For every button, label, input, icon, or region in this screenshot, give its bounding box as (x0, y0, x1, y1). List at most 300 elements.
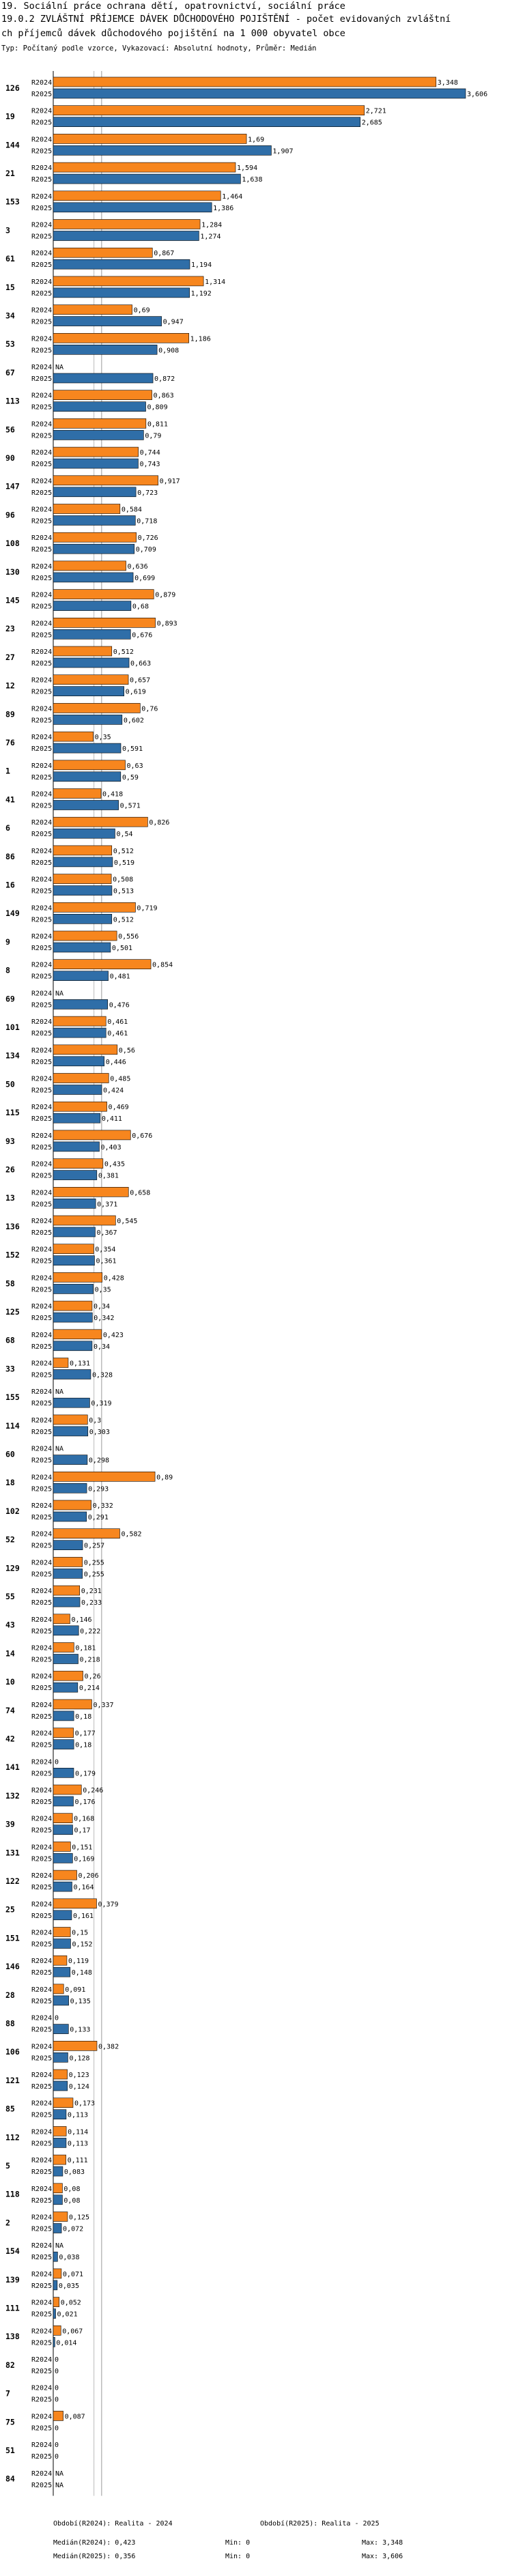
bar-r2025 (53, 1711, 74, 1721)
bar-r2024 (53, 1870, 77, 1880)
series-label: R2025 (31, 1969, 53, 1977)
category-label: 101 (5, 1022, 20, 1032)
series-label: R2025 (31, 1884, 53, 1892)
series-label: R2024 (31, 1104, 53, 1112)
category-label: 149 (5, 908, 20, 919)
bar-r2025 (53, 2224, 61, 2233)
data-label: 1,594 (236, 164, 258, 173)
data-label: 0,176 (74, 1799, 96, 1806)
category-label: 118 (5, 2189, 20, 2199)
bar-r2025 (53, 117, 360, 127)
data-label: 0,676 (132, 1132, 153, 1140)
bar-r2024 (53, 134, 246, 143)
data-label: 0,222 (80, 1627, 101, 1635)
data-label: NA (55, 1388, 64, 1397)
bar-r2024 (53, 618, 156, 627)
series-label: R2024 (31, 306, 53, 315)
category-label: 60 (5, 1449, 15, 1459)
category-label: 61 (5, 254, 15, 264)
category-label: 146 (5, 1962, 20, 1972)
bar-r2025 (53, 687, 124, 696)
series-label: R2024 (31, 364, 53, 371)
data-label: 0,177 (74, 1730, 96, 1738)
data-label: 0,811 (147, 420, 168, 429)
data-label: 0,371 (97, 1201, 118, 1209)
bar-r2025 (53, 1740, 74, 1749)
category-label: 68 (5, 1335, 15, 1345)
data-label: 3,606 (467, 91, 488, 98)
bar-r2024 (53, 1984, 63, 1994)
series-label: R2025 (31, 261, 53, 270)
bar-r2025 (53, 89, 466, 98)
footer-max-r2024: Max: 3,348 (362, 2539, 403, 2547)
category-label: 43 (5, 1620, 15, 1630)
category-label: 8 (5, 965, 10, 975)
bar-r2025 (53, 317, 162, 326)
series-label: R2025 (31, 233, 53, 241)
data-label: 0,826 (149, 819, 170, 827)
data-label: 0,067 (62, 2328, 83, 2336)
data-label: 0,303 (89, 1428, 110, 1436)
data-label: 0,164 (73, 1884, 94, 1892)
series-label: R2024 (31, 1844, 53, 1852)
series-label: R2025 (31, 2310, 53, 2319)
category-label: 102 (5, 1506, 20, 1516)
series-label: R2025 (31, 973, 53, 981)
bar-r2024 (53, 1244, 94, 1254)
data-label: 0,113 (67, 2111, 89, 2119)
bar-r2024 (53, 2212, 68, 2222)
bar-r2025 (53, 459, 138, 468)
category-label: 132 (5, 1790, 20, 1801)
data-label: 0,636 (127, 562, 148, 571)
data-label: 0,59 (122, 773, 139, 782)
series-label: R2024 (31, 2128, 53, 2136)
bar-r2025 (53, 2252, 57, 2261)
series-label: R2025 (31, 1371, 53, 1379)
bar-r2025 (53, 2052, 68, 2062)
series-label: R2024 (31, 506, 53, 514)
series-label: R2025 (31, 2083, 53, 2091)
series-label: R2024 (31, 933, 53, 941)
category-label: 5 (5, 2160, 10, 2171)
bar-r2025 (53, 1512, 87, 1521)
bar-r2025 (53, 259, 190, 269)
series-label: R2024 (31, 2270, 53, 2278)
data-label: 0,128 (69, 2055, 90, 2063)
series-label: R2025 (31, 717, 53, 725)
data-label: 0,038 (59, 2254, 80, 2262)
series-label: R2024 (31, 762, 53, 770)
data-label: 0,151 (72, 1844, 93, 1852)
data-label: 0 (55, 2424, 59, 2433)
data-label: 1,314 (205, 278, 226, 286)
series-label: R2024 (31, 705, 53, 713)
bar-r2025 (53, 857, 113, 867)
data-label: 0,854 (152, 961, 173, 969)
category-label: 16 (5, 880, 15, 890)
series-label: R2025 (31, 1030, 53, 1038)
category-label: 85 (5, 2104, 15, 2114)
series-label: R2024 (31, 961, 53, 969)
bar-r2025 (53, 1455, 87, 1465)
data-label: 1,186 (190, 335, 211, 343)
data-label: 0,233 (81, 1599, 102, 1607)
data-label: 0,337 (93, 1701, 114, 1709)
bar-r2025 (53, 801, 119, 810)
bar-r2024 (53, 902, 135, 912)
bar-r2024 (53, 1956, 67, 1965)
data-label: 0,68 (132, 603, 149, 611)
category-label: 155 (5, 1392, 20, 1403)
series-label: R2025 (31, 1713, 53, 1721)
series-label: R2024 (31, 192, 53, 201)
bar-r2025 (53, 2195, 62, 2205)
data-label: 0 (55, 2368, 59, 2375)
series-label: R2024 (31, 250, 53, 258)
data-label: 0,411 (101, 1115, 122, 1124)
bar-r2025 (53, 1427, 88, 1436)
data-label: 1,69 (248, 136, 265, 144)
data-label: 1,274 (200, 233, 221, 241)
data-label: 0,403 (100, 1143, 122, 1151)
bar-r2025 (53, 288, 190, 298)
footer-min-r2025: Min: 0 (225, 2553, 251, 2560)
series-label: R2024 (31, 676, 53, 685)
bar-r2024 (53, 1045, 117, 1055)
category-label: 2 (5, 2218, 10, 2228)
category-label: 23 (5, 624, 15, 634)
bar-r2024 (53, 1074, 109, 1083)
series-label: R2024 (31, 2242, 53, 2250)
bar-r2024 (53, 2041, 97, 2050)
series-label: R2025 (31, 887, 53, 896)
bar-r2025 (53, 544, 134, 554)
series-label: R2024 (31, 1986, 53, 1994)
bar-r2025 (53, 1256, 94, 1265)
data-label: 0 (55, 2442, 59, 2450)
bar-r2024 (53, 960, 151, 969)
chart-title-line-3: ch příjemců dávek důchodového pojištění na 1 000 obyvatel obce (1, 28, 345, 39)
series-label: R2024 (31, 534, 53, 543)
series-label: R2024 (31, 1218, 53, 1225)
series-label: R2025 (31, 1741, 53, 1749)
bar-r2025 (53, 886, 112, 896)
bar-r2025 (53, 2081, 68, 2091)
series-label: R2025 (31, 1685, 53, 1693)
category-label: 93 (5, 1136, 15, 1146)
category-label: 144 (5, 140, 20, 150)
bar-r2024 (53, 561, 126, 571)
series-label: R2024 (31, 221, 53, 229)
data-label: 0,743 (139, 461, 160, 469)
series-label: R2025 (31, 603, 53, 611)
category-label: 121 (5, 2075, 20, 2085)
series-label: R2025 (31, 1257, 53, 1265)
data-label: 0,114 (68, 2128, 89, 2136)
bar-r2025 (53, 1910, 72, 1920)
category-label: 12 (5, 681, 15, 691)
bar-r2024 (53, 1159, 103, 1169)
data-label: 0,35 (94, 1286, 111, 1294)
series-label: R2025 (31, 2254, 53, 2262)
data-label: 0,34 (93, 1303, 111, 1311)
data-label: 0,169 (74, 1855, 95, 1863)
category-label: 112 (5, 2132, 20, 2143)
data-label: 0 (55, 2014, 59, 2022)
series-label: R2025 (31, 375, 53, 383)
bar-r2025 (53, 1284, 94, 1293)
bar-r2024 (53, 1358, 68, 1368)
data-label: 0,18 (75, 1713, 92, 1721)
series-label: R2024 (31, 477, 53, 485)
bar-r2025 (53, 1199, 96, 1208)
data-label: 0,34 (93, 1343, 111, 1351)
data-label: 0,676 (132, 631, 153, 640)
series-label: R2024 (31, 136, 53, 144)
category-label: 53 (5, 339, 15, 349)
series-label: R2024 (31, 449, 53, 457)
bar-r2025 (53, 743, 121, 753)
data-label: 0,083 (63, 2169, 85, 2177)
series-label: R2024 (31, 1929, 53, 1937)
bar-r2025 (53, 1227, 95, 1237)
category-label: 88 (5, 2018, 15, 2029)
category-label: 76 (5, 737, 15, 747)
series-label: R2025 (31, 1201, 53, 1209)
series-label: R2024 (31, 1502, 53, 1510)
bar-r2025 (53, 914, 112, 924)
series-label: R2024 (31, 2356, 53, 2364)
category-label: 52 (5, 1534, 15, 1545)
data-label: 0,014 (56, 2339, 77, 2347)
series-label: R2025 (31, 1343, 53, 1351)
series-label: R2024 (31, 79, 53, 87)
bar-r2024 (53, 1216, 115, 1225)
bar-r2025 (53, 345, 157, 354)
bar-r2024 (53, 1472, 155, 1481)
series-label: R2024 (31, 2157, 53, 2165)
category-label: 126 (5, 83, 20, 93)
series-label: R2025 (31, 945, 53, 952)
chart-title-line-1: 19. Sociální práce ochrana dětí, opatrovnictví, sociální práce (1, 1, 345, 12)
bar-r2025 (53, 2337, 55, 2347)
series-label: R2024 (31, 1701, 53, 1709)
series-label: R2024 (31, 648, 53, 656)
category-label: 115 (5, 1108, 20, 1118)
data-label: 0,663 (130, 660, 152, 668)
bar-r2025 (53, 1825, 72, 1835)
bar-r2025 (53, 971, 109, 981)
data-label: 0,545 (117, 1218, 138, 1225)
data-label: 0,298 (88, 1457, 110, 1465)
bar-r2024 (53, 2325, 61, 2335)
bar-r2025 (53, 1996, 69, 2005)
category-label: 51 (5, 2445, 15, 2455)
category-label: 50 (5, 1079, 15, 1089)
data-label: 0 (55, 2453, 59, 2461)
data-label: 0 (55, 2396, 59, 2404)
data-label: 0,052 (60, 2299, 81, 2307)
bar-r2024 (53, 276, 203, 286)
series-label: R2024 (31, 1189, 53, 1197)
category-label: 7 (5, 2388, 10, 2399)
category-label: 14 (5, 1648, 15, 1659)
series-label: R2025 (31, 318, 53, 326)
category-label: 75 (5, 2417, 15, 2427)
bar-r2025 (53, 2110, 66, 2119)
series-label: R2024 (31, 790, 53, 799)
data-label: NA (55, 2242, 64, 2250)
data-label: 0,124 (68, 2083, 89, 2091)
category-label: 55 (5, 1591, 15, 1601)
series-label: R2025 (31, 2453, 53, 2461)
bar-r2024 (53, 504, 120, 514)
data-label: 0,512 (113, 916, 134, 924)
data-label: 0,79 (145, 432, 162, 440)
data-label: 0,501 (111, 945, 133, 952)
data-label: 0,342 (94, 1315, 115, 1323)
bar-r2025 (53, 1085, 102, 1095)
data-label: NA (55, 1445, 64, 1453)
data-label: 0,513 (113, 887, 134, 896)
series-label: R2025 (31, 1315, 53, 1323)
bar-r2024 (53, 590, 154, 599)
series-label: R2025 (31, 91, 53, 98)
category-label: 141 (5, 1762, 20, 1773)
bar-r2025 (53, 2024, 68, 2034)
data-label: 0,291 (87, 1514, 109, 1521)
bar-r2024 (53, 1728, 74, 1738)
bar-r2025 (53, 1028, 106, 1037)
series-label: R2025 (31, 1115, 53, 1124)
data-label: 2,721 (365, 107, 386, 115)
series-label: R2025 (31, 1571, 53, 1579)
series-label: R2024 (31, 591, 53, 599)
data-label: 0,619 (125, 688, 146, 696)
data-label: 0,179 (74, 1770, 96, 1778)
series-label: R2024 (31, 335, 53, 343)
series-label: R2025 (31, 2339, 53, 2347)
data-label: 0,319 (91, 1400, 112, 1408)
data-label: 0,214 (79, 1685, 100, 1693)
series-label: R2025 (31, 1941, 53, 1949)
bar-r2025 (53, 1597, 80, 1607)
bar-r2025 (53, 174, 240, 184)
series-label: R2025 (31, 2282, 53, 2290)
bar-r2025 (53, 430, 143, 440)
data-label: 0,231 (81, 1588, 102, 1596)
data-label: 0,18 (75, 1741, 92, 1749)
data-label: 0,571 (119, 802, 141, 810)
data-label: 0,379 (98, 1900, 119, 1908)
data-label: 2,685 (361, 119, 382, 127)
bar-r2025 (53, 1939, 70, 1949)
bar-r2025 (53, 373, 153, 383)
series-label: R2024 (31, 1673, 53, 1681)
series-label: R2024 (31, 2043, 53, 2051)
bar-r2025 (53, 715, 122, 724)
bar-r2024 (53, 1586, 80, 1595)
bar-r2024 (53, 1130, 130, 1140)
bar-r2024 (53, 106, 365, 115)
data-label: 0,361 (96, 1257, 117, 1265)
series-label: R2024 (31, 1160, 53, 1169)
bar-r2024 (53, 1842, 70, 1851)
data-label: 0,512 (113, 648, 134, 656)
series-label: R2025 (31, 1400, 53, 1408)
bar-r2025 (53, 231, 199, 241)
series-label: R2025 (31, 1172, 53, 1180)
bar-r2025 (53, 516, 135, 526)
category-label: 153 (5, 197, 20, 207)
bar-r2025 (53, 999, 108, 1009)
bar-r2025 (53, 1142, 100, 1151)
data-label: 0,657 (130, 676, 151, 685)
data-label: 0,26 (84, 1673, 101, 1681)
data-label: 0,917 (159, 477, 180, 485)
series-label: R2024 (31, 2384, 53, 2392)
bar-r2024 (53, 2126, 66, 2136)
series-label: R2024 (31, 2100, 53, 2108)
series-label: R2025 (31, 432, 53, 440)
series-label: R2024 (31, 278, 53, 286)
series-label: R2025 (31, 1087, 53, 1095)
series-label: R2025 (31, 1656, 53, 1664)
category-label: 125 (5, 1306, 20, 1317)
series-label: R2025 (31, 2111, 53, 2119)
bar-r2024 (53, 760, 126, 770)
bar-r2024 (53, 248, 152, 257)
data-label: 0,148 (71, 1969, 92, 1977)
footer-period-r2024: Období(R2024): Realita - 2024 (53, 2520, 173, 2528)
data-label: 0,113 (67, 2140, 89, 2148)
bar-r2025 (53, 1370, 91, 1379)
data-label: 0,168 (74, 1815, 95, 1823)
series-label: R2024 (31, 876, 53, 884)
series-label: R2024 (31, 2442, 53, 2450)
bar-r2024 (53, 1272, 102, 1282)
data-label: 0,56 (118, 1046, 135, 1055)
category-label: 18 (5, 1478, 15, 1488)
data-label: 0,469 (108, 1104, 129, 1112)
bar-r2024 (53, 1330, 102, 1339)
data-label: 1,284 (201, 221, 223, 229)
series-label: R2025 (31, 1799, 53, 1806)
data-label: 0,879 (155, 591, 176, 599)
bar-r2024 (53, 1187, 128, 1197)
category-label: 86 (5, 851, 15, 861)
data-label: 0,582 (121, 1530, 142, 1539)
data-label: 1,907 (272, 147, 294, 156)
bar-r2024 (53, 1899, 96, 1908)
series-label: R2024 (31, 392, 53, 400)
bar-r2024 (53, 1614, 70, 1624)
data-label: 0,744 (139, 449, 160, 457)
bar-r2024 (53, 703, 140, 713)
category-label: 147 (5, 481, 20, 491)
bar-r2025 (53, 1313, 92, 1322)
chart-subtitle: Typ: Počítaný podle vzorce, Vykazovací: Absolutní hodnoty, Průměr: Medián (1, 44, 317, 53)
data-label: 0,15 (72, 1929, 89, 1937)
category-label: 58 (5, 1278, 15, 1289)
data-label: 0,131 (69, 1360, 91, 1368)
series-label: R2025 (31, 2055, 53, 2063)
data-label: 0,446 (105, 1058, 126, 1066)
data-label: 0,723 (137, 489, 158, 497)
data-label: 0,123 (68, 2072, 89, 2079)
series-label: R2024 (31, 2470, 53, 2478)
